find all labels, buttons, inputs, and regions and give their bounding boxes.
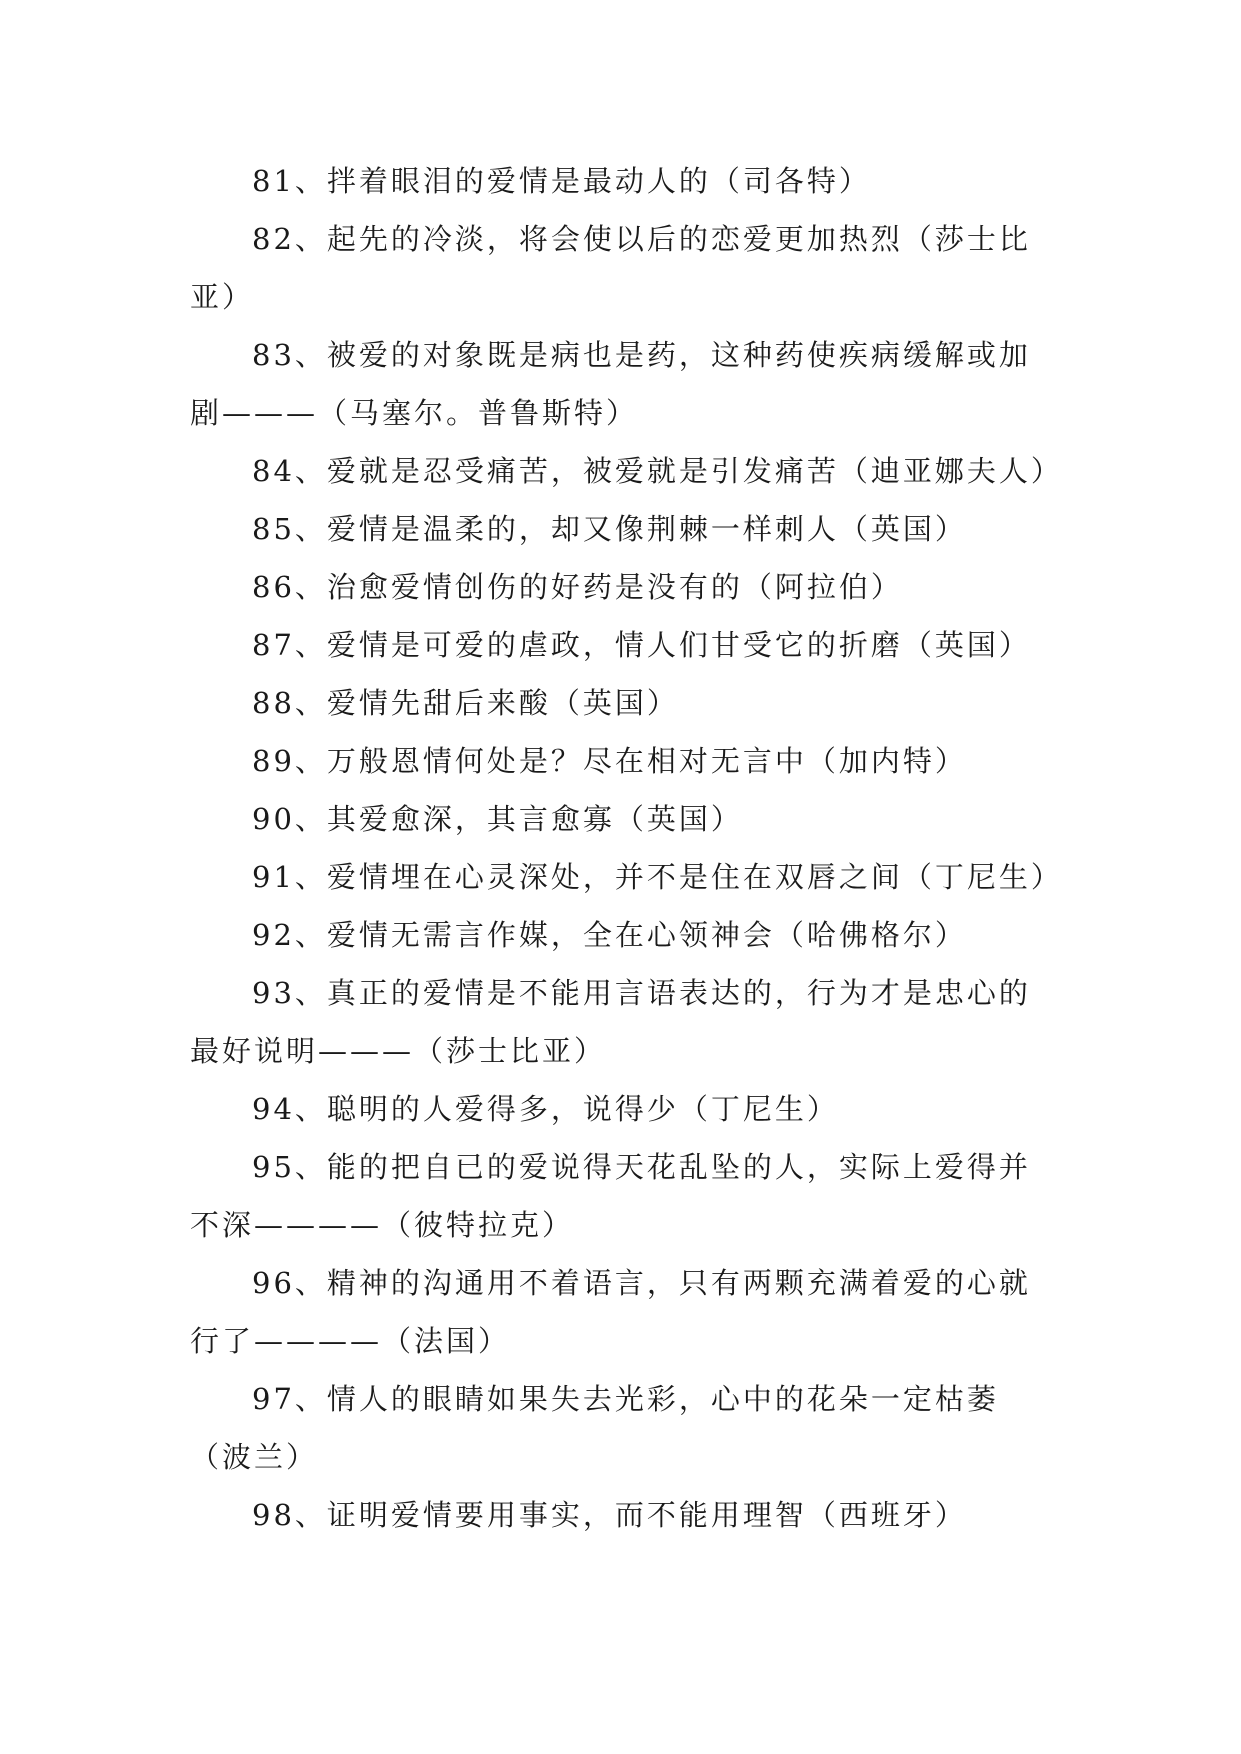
quote-list bbox=[190, 152, 1063, 1544]
quote-86: 86、治愈爱情创伤的好药是没有的（阿拉伯） bbox=[252, 570, 903, 604]
quote-87: 87、爱情是可爱的虐政，情人们甘受它的折磨（英国） bbox=[252, 628, 1031, 662]
quote-83: 83、被爱的对象既是病也是药，这种药使疾病缓解或加剧———（马塞尔。普鲁斯特） bbox=[190, 338, 1031, 430]
quote-92: 92、爱情无需言作媒，全在心领神会（哈佛格尔） bbox=[252, 918, 967, 952]
quote-85: 85、爱情是温柔的，却又像荆棘一样刺人（英国） bbox=[252, 512, 967, 546]
quote-88: 88、爱情先甜后来酸（英国） bbox=[252, 686, 679, 720]
quote-82: 82、起先的冷淡，将会使以后的恋爱更加热烈（莎士比亚） bbox=[190, 222, 1031, 314]
quote-90: 90、其爱愈深，其言愈寡（英国） bbox=[252, 802, 743, 836]
quote-94: 94、聪明的人爱得多，说得少（丁尼生） bbox=[252, 1092, 839, 1126]
quote-95: 95、能的把自已的爱说得天花乱坠的人，实际上爱得并不深————（彼特拉克） bbox=[190, 1150, 1031, 1242]
quote-93: 93、真正的爱情是不能用言语表达的，行为才是忠心的最好说明———（莎士比亚） bbox=[190, 976, 1031, 1068]
quote-97: 97、情人的眼睛如果失去光彩，心中的花朵一定枯萎（波兰） bbox=[190, 1382, 999, 1474]
quote-81: 81、拌着眼泪的爱情是最动人的（司各特） bbox=[252, 164, 871, 198]
quote-96: 96、精神的沟通用不着语言，只有两颗充满着爱的心就行了————（法国） bbox=[190, 1266, 1031, 1358]
quote-89: 89、万般恩情何处是？尽在相对无言中（加内特） bbox=[252, 744, 967, 778]
quote-98: 98、证明爱情要用事实，而不能用理智（西班牙） bbox=[252, 1498, 967, 1532]
quote-91: 91、爱情埋在心灵深处，并不是住在双唇之间（丁尼生） bbox=[252, 860, 1063, 894]
quote-84: 84、爱就是忍受痛苦，被爱就是引发痛苦（迪亚娜夫人） bbox=[252, 454, 1063, 488]
